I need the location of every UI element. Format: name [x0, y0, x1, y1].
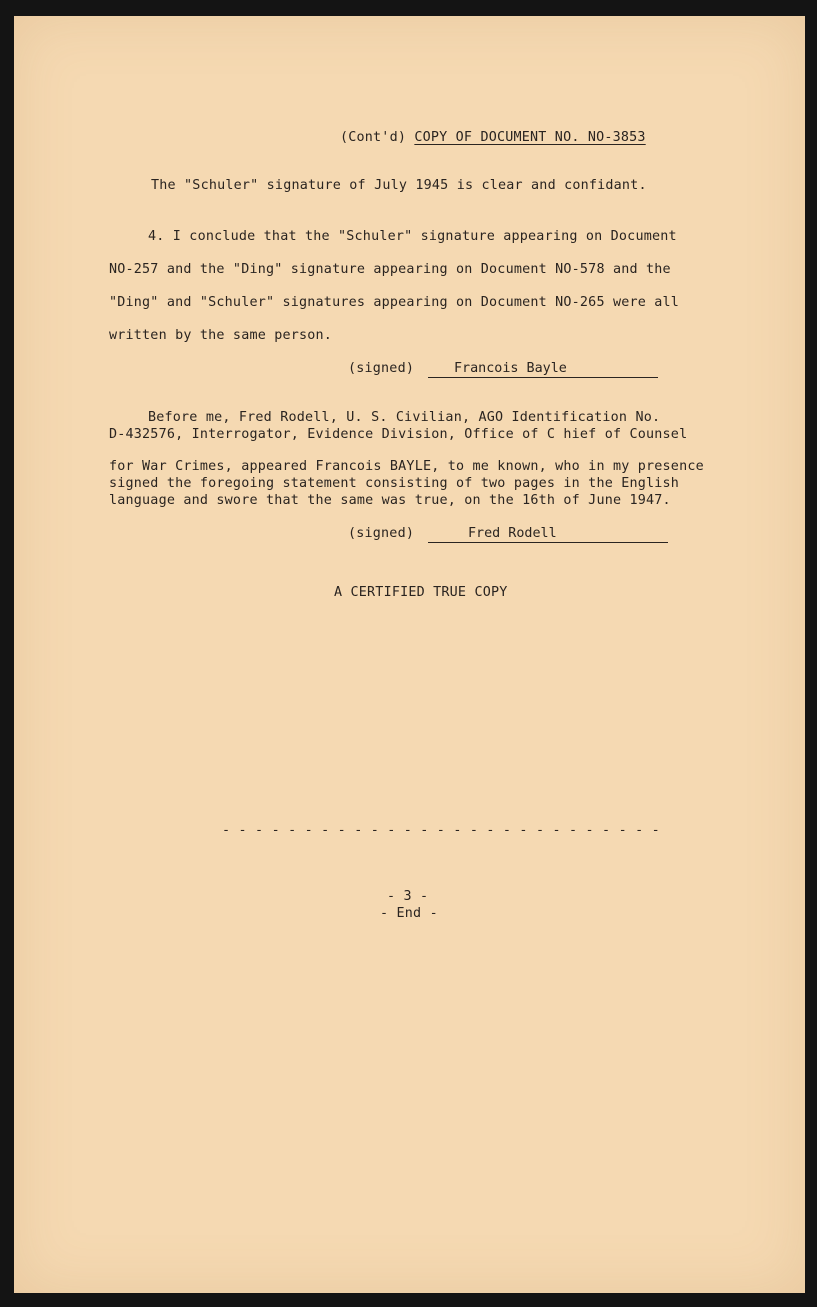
signature-2-line: [428, 542, 668, 543]
paragraph-1: The "Schuler" signature of July 1945 is clear and confidant.: [151, 178, 647, 193]
paragraph-3-line-4: signed the foregoing statement consisting of two pages in the English: [109, 476, 680, 491]
end-mark: - End -: [380, 906, 438, 921]
signature-2-label: (signed): [348, 526, 415, 541]
paragraph-3-line-3: for War Crimes, appeared Francois BAYLE, to me known, who in my presence: [109, 459, 704, 474]
header-prefix: (Cont'd): [340, 130, 415, 145]
signature-2-name: Fred Rodell: [468, 526, 557, 541]
paragraph-3-line-5: language and swore that the same was true, on the 16th of June 1947.: [109, 493, 671, 508]
certification-text: A CERTIFIED TRUE COPY: [334, 585, 508, 600]
paragraph-3-line-1: Before me, Fred Rodell, U. S. Civilian, AGO Identification No.: [148, 410, 661, 425]
paragraph-2-line-3: "Ding" and "Schuler" signatures appearing on Document NO-265 were all: [109, 295, 680, 310]
signature-1-name: Francois Bayle: [454, 361, 567, 376]
header-title: COPY OF DOCUMENT NO. NO-3853: [414, 130, 646, 145]
document-header: [340, 130, 646, 145]
signature-1-line: [428, 377, 658, 378]
paragraph-2-line-2: NO-257 and the "Ding" signature appearing on Document NO-578 and the: [109, 262, 671, 277]
signature-1-label: (signed): [348, 361, 415, 376]
page-number: - 3 -: [387, 889, 429, 904]
paragraph-3-line-2: D-432576, Interrogator, Evidence Division, Office of C hief of Counsel: [109, 427, 688, 442]
separator-line: - - - - - - - - - - - - - - - - - - - - - - - - - - -: [222, 823, 660, 838]
paragraph-2-line-1: 4. I conclude that the "Schuler" signature appearing on Document: [148, 229, 677, 244]
paragraph-2-line-4: written by the same person.: [109, 328, 333, 343]
document-page: [14, 16, 805, 1293]
